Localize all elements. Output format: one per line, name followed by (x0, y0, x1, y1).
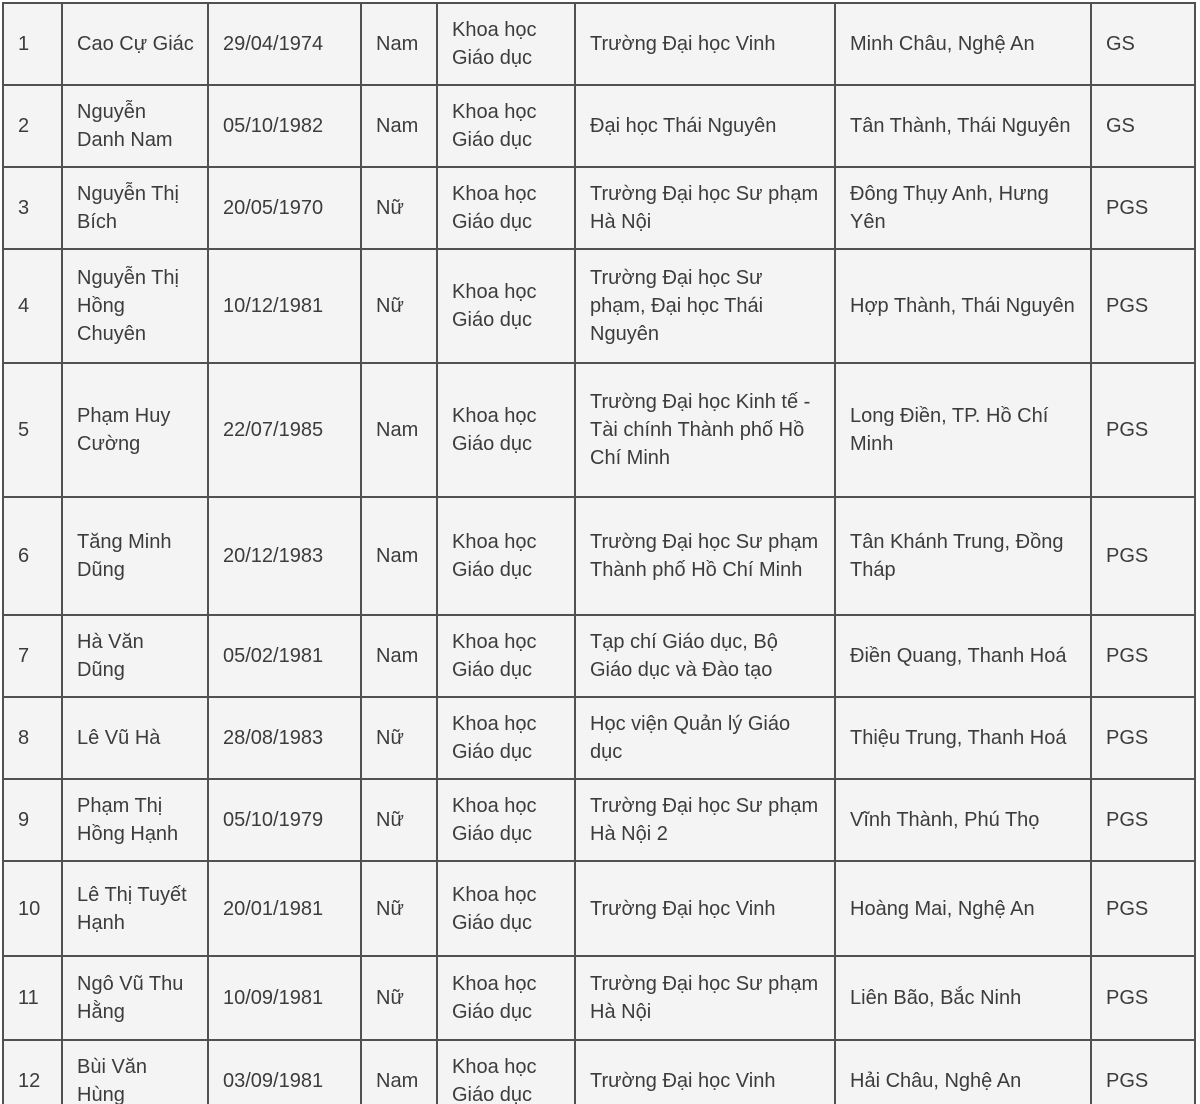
row-number-cell: 1 (3, 3, 62, 85)
institution-cell: Trường Đại học Vinh (575, 3, 835, 85)
row-number-cell: 12 (3, 1040, 62, 1104)
name-cell: Lê Vũ Hà (62, 697, 208, 779)
row-number-cell: 5 (3, 363, 62, 497)
faculty-table (2, 2, 1196, 1104)
location-cell: Hải Châu, Nghệ An (835, 1040, 1091, 1104)
row-number-cell: 11 (3, 956, 62, 1040)
gender-cell: Nam (361, 85, 437, 167)
dob-cell: 05/02/1981 (208, 615, 361, 697)
name-cell: Nguyễn Danh Nam (62, 85, 208, 167)
name-cell: Phạm Huy Cường (62, 363, 208, 497)
gender-cell: Nữ (361, 249, 437, 363)
table-row (3, 85, 1195, 167)
name-cell: Hà Văn Dũng (62, 615, 208, 697)
location-cell: Tân Thành, Thái Nguyên (835, 85, 1091, 167)
location-cell: Hợp Thành, Thái Nguyên (835, 249, 1091, 363)
field-cell: Khoa học Giáo dục (437, 167, 575, 249)
table-row (3, 697, 1195, 779)
location-cell: Điền Quang, Thanh Hoá (835, 615, 1091, 697)
row-number-cell: 6 (3, 497, 62, 615)
row-number-cell: 9 (3, 779, 62, 861)
institution-cell: Trường Đại học Sư phạm Hà Nội 2 (575, 779, 835, 861)
title-cell: PGS (1091, 497, 1195, 615)
title-cell: PGS (1091, 697, 1195, 779)
dob-cell: 03/09/1981 (208, 1040, 361, 1104)
name-cell: Bùi Văn Hùng (62, 1040, 208, 1104)
gender-cell: Nam (361, 363, 437, 497)
row-number-cell: 3 (3, 167, 62, 249)
title-cell: PGS (1091, 861, 1195, 956)
title-cell: GS (1091, 3, 1195, 85)
title-cell: PGS (1091, 249, 1195, 363)
location-cell: Vĩnh Thành, Phú Thọ (835, 779, 1091, 861)
name-cell: Tăng Minh Dũng (62, 497, 208, 615)
field-cell: Khoa học Giáo dục (437, 363, 575, 497)
field-cell: Khoa học Giáo dục (437, 1040, 575, 1104)
table-row (3, 1040, 1195, 1104)
row-number-cell: 4 (3, 249, 62, 363)
title-cell: PGS (1091, 1040, 1195, 1104)
institution-cell: Đại học Thái Nguyên (575, 85, 835, 167)
institution-cell: Học viện Quản lý Giáo dục (575, 697, 835, 779)
dob-cell: 10/12/1981 (208, 249, 361, 363)
gender-cell: Nữ (361, 167, 437, 249)
gender-cell: Nam (361, 1040, 437, 1104)
title-cell: PGS (1091, 615, 1195, 697)
title-cell: PGS (1091, 167, 1195, 249)
name-cell: Cao Cự Giác (62, 3, 208, 85)
gender-cell: Nam (361, 3, 437, 85)
field-cell: Khoa học Giáo dục (437, 861, 575, 956)
location-cell: Liên Bão, Bắc Ninh (835, 956, 1091, 1040)
dob-cell: 20/01/1981 (208, 861, 361, 956)
institution-cell: Trường Đại học Vinh (575, 1040, 835, 1104)
name-cell: Lê Thị Tuyết Hạnh (62, 861, 208, 956)
row-number-cell: 8 (3, 697, 62, 779)
field-cell: Khoa học Giáo dục (437, 249, 575, 363)
institution-cell: Trường Đại học Sư phạm Thành phố Hồ Chí Minh (575, 497, 835, 615)
name-cell: Ngô Vũ Thu Hằng (62, 956, 208, 1040)
table-row (3, 615, 1195, 697)
gender-cell: Nữ (361, 697, 437, 779)
field-cell: Khoa học Giáo dục (437, 956, 575, 1040)
location-cell: Tân Khánh Trung, Đồng Tháp (835, 497, 1091, 615)
field-cell: Khoa học Giáo dục (437, 3, 575, 85)
gender-cell: Nam (361, 615, 437, 697)
dob-cell: 20/12/1983 (208, 497, 361, 615)
gender-cell: Nữ (361, 956, 437, 1040)
row-number-cell: 2 (3, 85, 62, 167)
table-row (3, 167, 1195, 249)
table-row (3, 497, 1195, 615)
title-cell: PGS (1091, 363, 1195, 497)
field-cell: Khoa học Giáo dục (437, 497, 575, 615)
dob-cell: 22/07/1985 (208, 363, 361, 497)
table-row (3, 249, 1195, 363)
institution-cell: Trường Đại học Sư phạm Hà Nội (575, 167, 835, 249)
dob-cell: 28/08/1983 (208, 697, 361, 779)
field-cell: Khoa học Giáo dục (437, 697, 575, 779)
name-cell: Nguyễn Thị Hồng Chuyên (62, 249, 208, 363)
table-row (3, 956, 1195, 1040)
institution-cell: Trường Đại học Kinh tế - Tài chính Thành phố Hồ Chí Minh (575, 363, 835, 497)
gender-cell: Nữ (361, 779, 437, 861)
location-cell: Hoàng Mai, Nghệ An (835, 861, 1091, 956)
field-cell: Khoa học Giáo dục (437, 779, 575, 861)
gender-cell: Nam (361, 497, 437, 615)
title-cell: GS (1091, 85, 1195, 167)
location-cell: Long Điền, TP. Hồ Chí Minh (835, 363, 1091, 497)
gender-cell: Nữ (361, 861, 437, 956)
dob-cell: 10/09/1981 (208, 956, 361, 1040)
dob-cell: 05/10/1979 (208, 779, 361, 861)
table-row (3, 363, 1195, 497)
name-cell: Phạm Thị Hồng Hạnh (62, 779, 208, 861)
field-cell: Khoa học Giáo dục (437, 85, 575, 167)
table-row (3, 3, 1195, 85)
row-number-cell: 10 (3, 861, 62, 956)
dob-cell: 20/05/1970 (208, 167, 361, 249)
institution-cell: Trường Đại học Vinh (575, 861, 835, 956)
field-cell: Khoa học Giáo dục (437, 615, 575, 697)
name-cell: Nguyễn Thị Bích (62, 167, 208, 249)
dob-cell: 29/04/1974 (208, 3, 361, 85)
dob-cell: 05/10/1982 (208, 85, 361, 167)
row-number-cell: 7 (3, 615, 62, 697)
table-row (3, 861, 1195, 956)
institution-cell: Trường Đại học Sư phạm, Đại học Thái Nguyên (575, 249, 835, 363)
table-row (3, 779, 1195, 861)
title-cell: PGS (1091, 779, 1195, 861)
institution-cell: Trường Đại học Sư phạm Hà Nội (575, 956, 835, 1040)
institution-cell: Tạp chí Giáo dục, Bộ Giáo dục và Đào tạo (575, 615, 835, 697)
location-cell: Minh Châu, Nghệ An (835, 3, 1091, 85)
location-cell: Thiệu Trung, Thanh Hoá (835, 697, 1091, 779)
location-cell: Đông Thụy Anh, Hưng Yên (835, 167, 1091, 249)
title-cell: PGS (1091, 956, 1195, 1040)
